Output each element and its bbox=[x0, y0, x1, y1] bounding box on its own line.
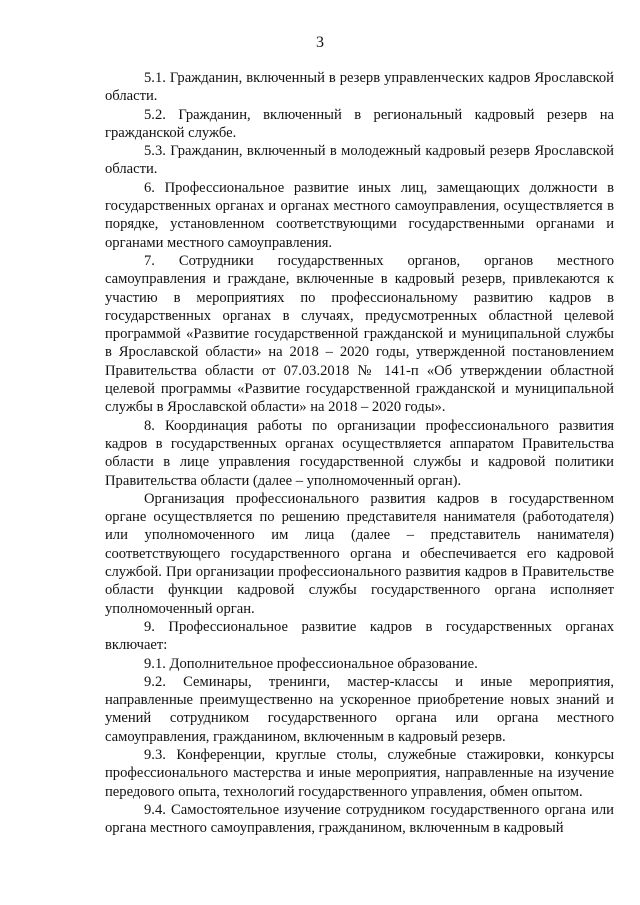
document-body bbox=[105, 69, 614, 837]
paragraph-9-4: 9.4. Самостоятельное изучение сотрудником государственного органа или органа местного самоуправления, гражданином, включенным в кадровый bbox=[105, 801, 614, 837]
paragraph-6: 6. Профессиональное развитие иных лиц, замещающих должности в государственных органах и органах местного самоуправления, осуществляется в порядке, установленном соответствующими государственными органами и органами местного самоуправления. bbox=[105, 179, 614, 251]
paragraph-5-3: 5.3. Гражданин, включенный в молодежный кадровый резерв Ярославской области. bbox=[105, 143, 614, 178]
paragraph-8-organization: Организация профессионального развития кадров в государственном органе осуществляется по решению представителя нанимателя (работодателя) или уполномоченного им лица (далее – представитель нанимателя) соответствующего государственного органа и обеспечивается его кадровой службой. При организации профессионального развития кадров в Правительстве области функции кадровой службы государственного органа исполняет уполномоченный орган. bbox=[105, 490, 614, 617]
paragraph-5-2: 5.2. Гражданин, включенный в региональный кадровый резерв на гражданской службе. bbox=[105, 106, 614, 141]
paragraph-9-1: 9.1. Дополнительное профессиональное образование. bbox=[144, 655, 478, 672]
paragraph-7: 7. Сотрудники государственных органов, органов местного самоуправления и граждане, включенные в кадровый резерв, привлекаются к участию в мероприятиях по профессиональному развитию кадров в государственных органах в случаях, предусмотренных областной целевой программой «Развитие государственной гражданской и муниципальной службы в Ярославской области» на 2018 – 2020 годы, утвержденной постановлением Правительства области от 07.03.2018 № 141-п «Об утверждении областной целевой программы «Развитие государственной гражданской и муниципальной службы в Ярославской области» на 2018 – 2020 годы». bbox=[105, 252, 614, 416]
paragraph-9-3: 9.3. Конференции, круглые столы, служебные стажировки, конкурсы профессионального мастерства и иные мероприятия, направленные на изучение передового опыта, технологий государственного управления, обмен опытом. bbox=[105, 746, 614, 800]
paragraph-9: 9. Профессиональное развитие кадров в государственных органах включает: bbox=[105, 618, 614, 654]
paragraph-5-1: 5.1. Гражданин, включенный в резерв управленческих кадров Ярославской области. bbox=[105, 70, 614, 105]
paragraph-9-2: 9.2. Семинары, тренинги, мастер-классы и иные мероприятия, направленные преимущественно на ускоренное приобретение новых знаний и умений сотрудником государственного органа или органа местного самоуправления, гражданином, включенным в кадровый резерв. bbox=[105, 673, 614, 745]
paragraph-8: 8. Координация работы по организации профессионального развития кадров в государственных органах осуществляется аппаратом Правительства области в лице управления государственной службы и кадровой политики Правительства области (далее – уполномоченный орган). bbox=[105, 417, 614, 489]
page-number: 3 bbox=[316, 34, 324, 51]
